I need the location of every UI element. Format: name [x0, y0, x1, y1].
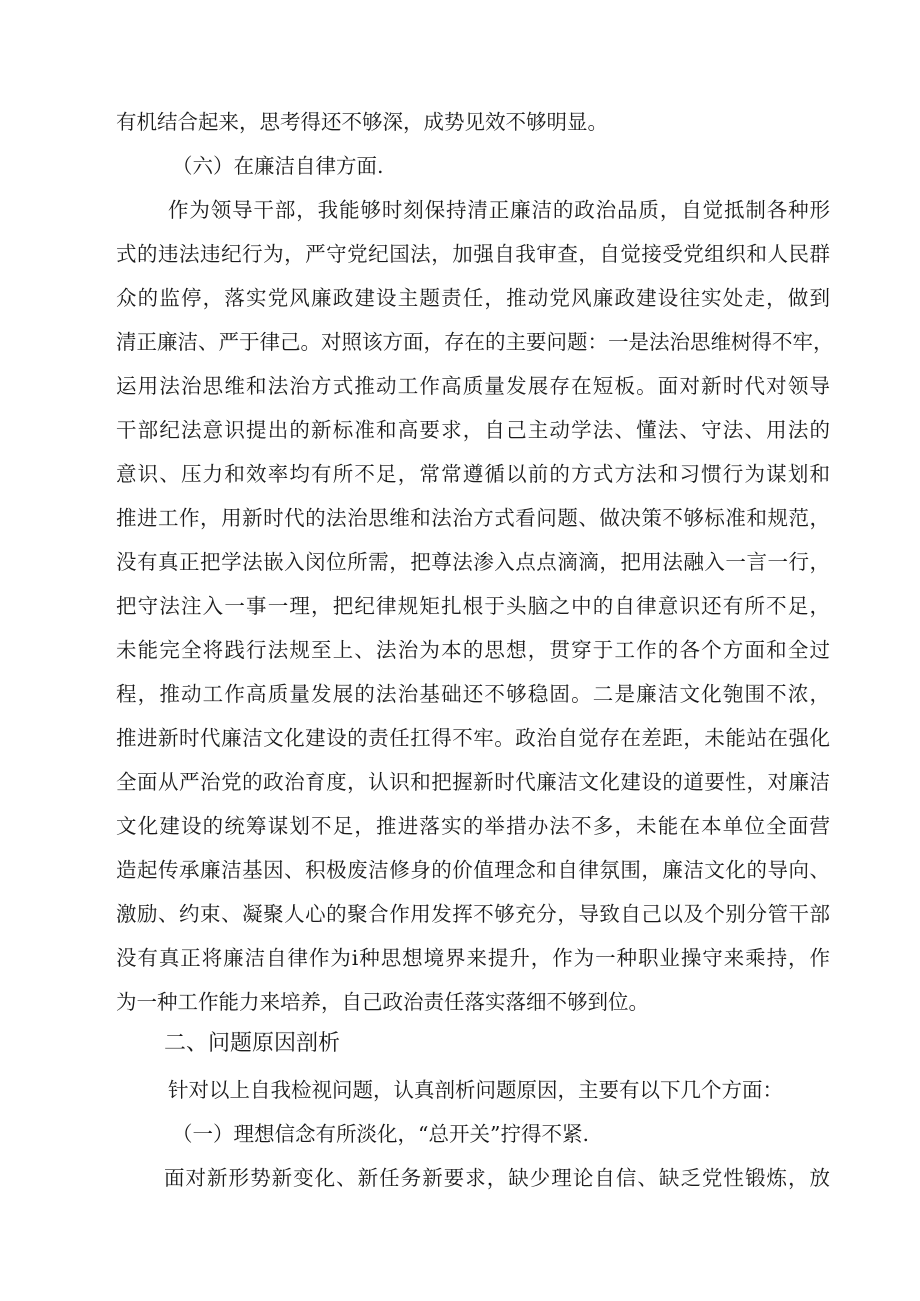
text-line: 没有真正将廉洁自律作为i种思想境界来提升，作为一种职业操守来乘持，作	[116, 946, 830, 970]
text-line: 运用法治思维和法治方式推动工作高质量发展存在短板。面对新时代对领导	[116, 374, 830, 398]
text-line: 文化建设的统筹谋划不足，推进落实的举措办法不多，未能在本单位全面营	[116, 814, 830, 838]
text-line: 推进新时代廉洁文化建设的责任扛得不牢。政治自觉存在差距，未能站在强化	[116, 726, 830, 750]
text-line: 全面从严治党的政治育度，认识和把握新时代廉洁文化建设的道要性，对廉洁	[116, 770, 830, 794]
text-line: 作为领导干部，我能够时刻保持清正廉洁的政治品质，自觉抵制各种形	[168, 198, 830, 222]
text-line: 面对新形势新变化、新任务新要求，缺少理论自信、缺乏党性锻炼，放	[164, 1166, 830, 1190]
text-line: 众的监停，落实党风廉政建设主题责任，推动党风廉政建设往实处走，做到	[116, 286, 830, 310]
text-line: 式的违法违纪行为，严守党纪国法，加强自我审查，自觉接受党组织和人民群	[116, 242, 830, 266]
text-line: 未能完全将践行法规至上、法治为本的思想，贯穿于工作的各个方面和全过	[116, 638, 830, 662]
text-line: 造起传承廉洁基因、积极废洁修身的价值理念和自律氛围，廉洁文化的导向、	[116, 858, 830, 882]
text-line: 干部纪法意识提出的新标准和高要求，自己主动学法、懂法、守法、用法的	[116, 418, 830, 442]
text-line: 没有真正把学法嵌入闵位所需，把尊法渗入点点滴滴，把用法融入一言一行，	[116, 550, 830, 574]
text-line: 有机结合起来，思考得还不够深，成势见效不够明显。	[116, 110, 608, 134]
text-line: 推进工作，用新时代的法治思维和法治方式看问题、做决策不够标准和规范，	[116, 506, 830, 530]
text-line: 清正廉洁、严于律己。对照该方面，存在的主要问题：一是法治思维树得不牢，	[116, 330, 834, 354]
text-line: 把守法注入一事一理，把纪律规矩扎根于头脑之中的自律意识还有所不足，	[116, 594, 830, 618]
text-line: 意识、压力和效率均有所不足，常常遵循以前的方式方法和习惯行为谋划和	[116, 462, 830, 486]
text-line: 激励、约束、凝聚人心的聚合作用发挥不够充分，导致自己以及个别分管干部	[116, 902, 830, 926]
text-line: 针对以上自我检视问题，认真剖析问题原因，主要有以下几个方面：	[168, 1078, 783, 1102]
text-line: 程，推动工作高质量发展的法治基础还不够稳固。二是廉洁文化匏围不浓，	[116, 682, 830, 706]
section-heading: 二、问题原因剖析	[164, 1031, 341, 1056]
section-subheading: （一）理想信念有所淡化，“总开关”拧得不紧.	[172, 1122, 589, 1146]
text-line: 为一种工作能力来培养，自己政治责任落实落细不够到位。	[116, 990, 649, 1014]
section-subheading: （六）在廉洁自律方面.	[172, 154, 384, 178]
